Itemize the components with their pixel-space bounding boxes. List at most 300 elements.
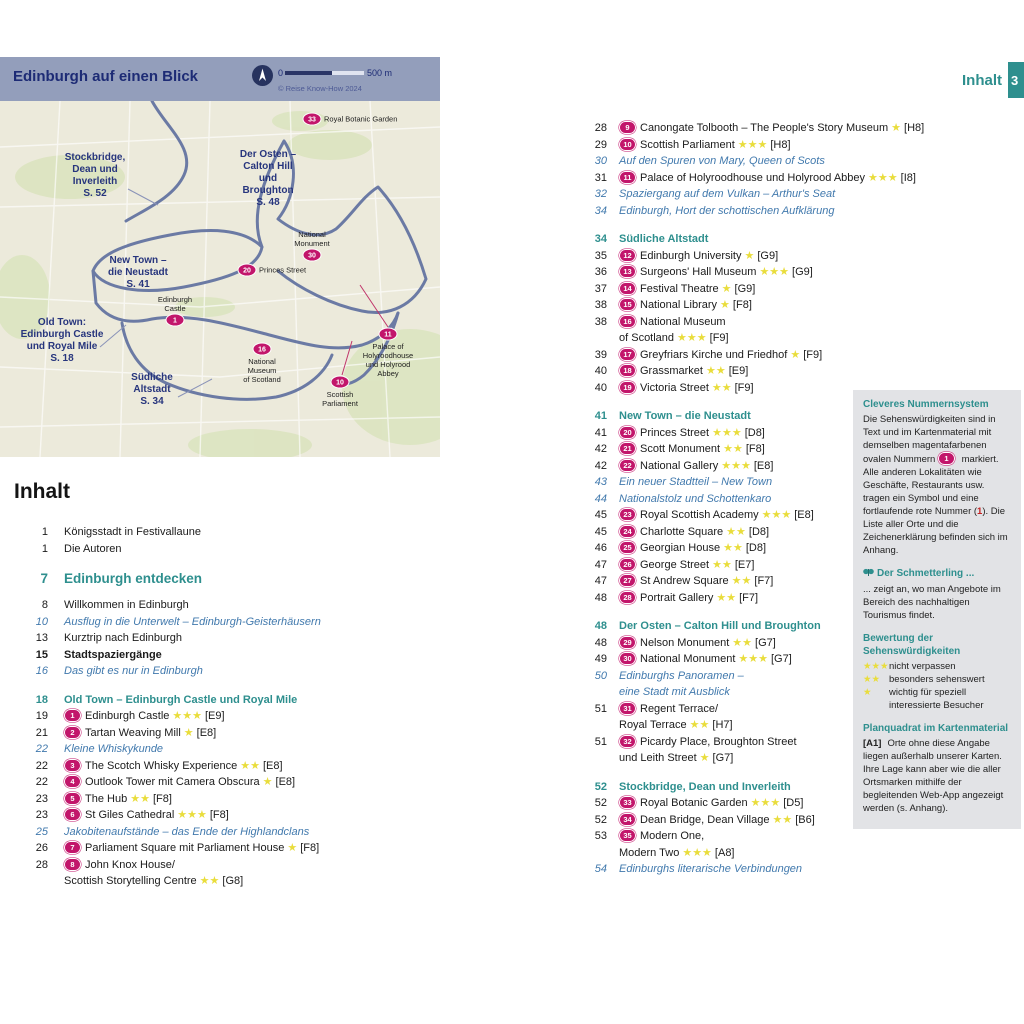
svg-text:16: 16: [258, 346, 266, 354]
rating-stars: ★: [790, 348, 801, 361]
poi-marker: 13: [619, 265, 636, 278]
poi-marker: 30: [619, 652, 636, 665]
rating-stars: ★: [699, 752, 710, 764]
map-poi-label: National Museum of Scotland: [243, 357, 281, 384]
toc-page-number: 49: [594, 653, 607, 665]
toc-entry: [583, 573, 848, 590]
grid-reference: [F9]: [709, 332, 729, 344]
butterfly-title: [863, 567, 1011, 581]
toc-page-number: 31: [594, 171, 607, 184]
rating-stars: ★★★: [759, 266, 790, 278]
toc-page-number: 41: [594, 410, 607, 422]
toc-entry-text: [619, 861, 848, 878]
toc-entry-label: Stadtspaziergänge: [64, 648, 162, 661]
toc-entry: [583, 635, 848, 652]
toc-entry-text: [64, 597, 459, 614]
toc-entry: [583, 701, 848, 734]
rating-label: besonders sehenswert: [889, 674, 985, 685]
rating-legend-row: [863, 686, 1011, 712]
toc-entry: [583, 170, 916, 187]
poi-marker: 27: [619, 574, 636, 587]
toc-page-number: 43: [594, 476, 607, 488]
map-poi-label: National Monument: [294, 230, 330, 248]
toc-entry-text: [64, 708, 459, 725]
toc-entry-label: Victoria Street: [640, 381, 709, 394]
toc-entry-label: Georgian House: [640, 542, 721, 554]
toc-section-heading: [583, 408, 848, 425]
rating-stars: ★: [720, 299, 730, 311]
toc-entry-label: Dean Bridge, Dean Village: [640, 813, 770, 826]
toc-page-number: 25: [35, 825, 48, 838]
rating-stars: ★★★: [712, 426, 742, 439]
poi-marker: 34: [619, 813, 636, 826]
toc-page-number: 21: [35, 726, 48, 739]
toc-page-number: 36: [594, 266, 607, 278]
toc-entry-label: Der Osten – Calton Hill und Broughton: [619, 620, 821, 632]
toc-entry-label: Edinburgh, Hort der schottischen Aufklärung: [619, 204, 835, 217]
grid-reference: [E7]: [734, 558, 755, 571]
toc-entry: [583, 203, 848, 220]
toc-spacer: [583, 219, 848, 231]
toc-entry-label: Greyfriars Kirche und Friedhof: [640, 348, 788, 361]
rating-stars: ★: [863, 687, 872, 698]
toc-page-number: 1: [41, 526, 48, 538]
toc-page-number: 8: [41, 599, 48, 611]
poi-marker: 21: [619, 442, 636, 455]
toc-page-number: 26: [35, 842, 48, 854]
toc-entry-text: [64, 840, 459, 857]
toc-page-number: 30: [594, 155, 607, 167]
rating-stars: ★★: [130, 792, 150, 805]
toc-page-number: 48: [594, 591, 607, 604]
toc-entry-text: [619, 458, 848, 475]
toc-entry-label: Canongate Tolbooth – The People's Story Museum: [640, 122, 889, 134]
grid-reference: [G7]: [755, 636, 776, 649]
map-poi-label: Princes Street: [259, 265, 307, 275]
toc-entry-text: [619, 828, 848, 861]
toc-page-number: 42: [594, 459, 607, 472]
toc-page-number: 28: [594, 122, 607, 134]
toc-entry-text: [619, 635, 848, 652]
toc-entry-text: [619, 153, 848, 170]
toc-entry: [583, 347, 848, 364]
toc-entry: [583, 651, 848, 668]
toc-entry: [14, 597, 459, 614]
page-header: [962, 62, 1024, 98]
toc-entry-label: Ausflug in die Unterwelt – Edinburgh-Geisterhäusern: [64, 615, 321, 628]
map-canvas: [0, 101, 440, 457]
toc-entry: [14, 647, 459, 664]
toc-page-number: 42: [594, 443, 607, 455]
toc-entry-text: [619, 380, 848, 397]
map-poi-label: Palace of Holyroodhouse und Holyrood Abbey: [362, 342, 414, 378]
grid-body-text: Orte ohne diese Angabe liegen außerhalb unserer Karten. Ihre Lage kann aber wie die aller Ortsmarken mithilfe der begleitenden Web-App angezeigt werden (s. Anhang).: [863, 738, 1004, 814]
grid-reference: [E9]: [728, 365, 749, 377]
toc-entry: [583, 828, 848, 861]
toc-page-number: 16: [35, 665, 48, 677]
toc-entry: [14, 614, 459, 631]
toc-spacer: [583, 396, 848, 408]
grid-reference: [E8]: [794, 509, 814, 521]
page-number-tab: 3: [1008, 62, 1024, 98]
toc-section-heading: [583, 231, 848, 248]
toc-entry-label: Royal Scottish Academy: [640, 509, 759, 521]
toc-page-number: 7: [40, 571, 48, 586]
toc-entry-text: [619, 186, 848, 203]
toc-entry: [583, 380, 848, 397]
toc-entry-text: [64, 725, 459, 742]
toc-entry-label: St Giles Cathedral: [85, 809, 175, 821]
poi-marker: 20: [619, 426, 636, 439]
grid-reference: [F8]: [209, 809, 229, 821]
toc-entry-text: [619, 425, 848, 442]
toc-entry-text: [619, 557, 848, 574]
toc-entry: [583, 668, 848, 701]
toc-entry-label: Spaziergang auf dem Vulkan – Arthur's Seat: [619, 188, 836, 200]
rating-stars: ★★: [712, 558, 732, 571]
toc-entry-label: Festival Theatre: [640, 282, 719, 295]
grid-reference: [D8]: [744, 426, 765, 439]
poi-marker: 32: [619, 735, 636, 748]
toc-entry-text: [619, 441, 848, 458]
butterfly-icon: [863, 568, 874, 581]
map-poi-label: Scottish Parliament: [322, 390, 358, 408]
map-attribution: © Reise Know-How 2024: [278, 84, 362, 93]
grid-title: Planquadrat im Kartenmaterial: [863, 723, 1009, 734]
poi-marker: 8: [64, 858, 81, 871]
toc-entry: [583, 491, 848, 508]
toc-entry: [583, 186, 848, 203]
grid-reference: [F9]: [803, 348, 823, 361]
toc-page-number: 51: [594, 735, 607, 748]
rating-stars: ★★★: [737, 138, 768, 151]
rating-stars: ★★: [716, 591, 737, 604]
numbering-text-3: ). Die Liste aller Orte und die Zeichenerklärung befinden sich im Anhang.: [863, 506, 1008, 556]
rating-title: Bewertung der Sehenswürdigkeiten: [863, 633, 961, 657]
toc-page-number: 22: [35, 743, 48, 755]
toc-entry-text: [619, 297, 848, 314]
toc-entry-text: [619, 491, 848, 508]
toc-entry-label-line2: eine Stadt mit Ausblick: [619, 686, 730, 698]
poi-marker: 22: [619, 459, 636, 472]
toc-entry-text: [619, 137, 848, 154]
map-poi-marker: [243, 343, 281, 384]
toc-page-number: 50: [594, 669, 607, 682]
toc-entry: [583, 458, 848, 475]
toc-entry-label: The Scotch Whisky Experience: [85, 759, 238, 772]
toc-entry-label: Das gibt es nur in Edinburgh: [64, 665, 203, 677]
numbering-paragraph: [863, 413, 1011, 557]
poi-marker: 31: [619, 702, 636, 715]
toc-entry-text: [619, 618, 848, 635]
poi-marker: 26: [619, 558, 636, 571]
toc-left-column: [14, 524, 459, 890]
toc-page-number: 15: [35, 648, 48, 661]
toc-entry-text: [64, 569, 459, 589]
map-poi-marker: [303, 113, 397, 125]
grid-reference: [G8]: [222, 875, 244, 887]
map-poi-marker: [238, 264, 307, 276]
rating-stars: ★: [744, 249, 755, 262]
toc-entry-text: [619, 540, 848, 557]
toc-entry: [583, 734, 848, 767]
toc-entry-text: [619, 264, 848, 281]
toc-page-number: 44: [594, 492, 607, 505]
poi-marker: 6: [64, 808, 81, 821]
toc-entry-text: [64, 857, 459, 890]
rating-stars: ★: [721, 282, 732, 295]
rating-stars: ★★: [689, 719, 710, 731]
poi-marker: 1: [64, 709, 81, 722]
butterfly-body: ... zeigt an, wo man Angebote im Bereich des nachhaltigen Tourismus findet.: [863, 584, 1001, 621]
toc-entry-text: [64, 663, 459, 680]
toc-spacer: [14, 557, 459, 569]
toc-entry-text: [619, 120, 924, 137]
scale-label: 500 m: [367, 68, 393, 78]
rating-stars: ★★★: [682, 846, 712, 859]
butterfly-title-text: Der Schmetterling ...: [877, 568, 975, 579]
rating-stars: ★★: [723, 443, 743, 455]
toc-page-number: 40: [594, 365, 607, 377]
rating-stars: ★: [183, 726, 194, 739]
toc-entry-label: National Library: [640, 299, 718, 311]
toc-entry-label: Die Autoren: [64, 542, 122, 555]
grid-reference: [G7]: [712, 752, 734, 764]
toc-entry-label: Regent Terrace/: [640, 702, 719, 715]
toc-entry: [583, 557, 848, 574]
map-area-label: Südliche Altstadt S. 34: [131, 372, 173, 407]
toc-page-number: 22: [35, 759, 48, 772]
toc-entry-label: New Town – die Neustadt: [619, 410, 751, 422]
toc-entry-label: Willkommen in Edinburgh: [64, 599, 189, 611]
toc-section-heading: [14, 569, 459, 589]
toc-entry: [14, 824, 459, 841]
poi-marker: 10: [619, 138, 636, 151]
poi-marker: 5: [64, 792, 81, 805]
toc-entry: [14, 774, 459, 791]
toc-entry-label: Parliament Square mit Parliament House: [85, 842, 285, 854]
toc-entry: [14, 758, 459, 775]
rating-stars: ★★★: [868, 171, 898, 184]
rating-stars: ★★: [240, 759, 260, 772]
toc-spacer: [583, 606, 848, 618]
toc-entry-label: Edinburghs literarische Verbindungen: [619, 863, 803, 875]
svg-text:30: 30: [308, 252, 316, 260]
poi-marker: 16: [619, 315, 636, 328]
toc-entry-label: George Street: [640, 558, 710, 571]
toc-entry: [583, 507, 848, 524]
toc-entry-text: [619, 231, 848, 248]
toc-entry-label: Stockbridge, Dean und Inverleith: [619, 780, 791, 793]
toc-entry-label: Nationalstolz und Schottenkaro: [619, 492, 772, 505]
toc-entry-text: [64, 630, 459, 647]
toc-entry-label: Auf den Spuren von Mary, Queen of Scots: [619, 155, 825, 167]
toc-page-number: 39: [594, 348, 607, 361]
toc-section-heading: [583, 618, 848, 635]
rating-stars: ★★★: [177, 809, 207, 821]
grid-reference: [F7]: [739, 591, 759, 604]
toc-entry-label: Modern One,: [640, 830, 705, 842]
toc-entry-text: [64, 774, 459, 791]
scale-bar-light: [332, 71, 364, 75]
toc-entry: [14, 807, 459, 824]
toc-entry-text: [64, 692, 459, 709]
toc-page-number: 38: [594, 299, 607, 311]
rating-stars: ★★: [772, 813, 793, 826]
toc-entry-text: [64, 791, 459, 808]
toc-entry: [583, 812, 848, 829]
toc-entry-label: Princes Street: [640, 426, 710, 439]
toc-entry-label-line2: Scottish Storytelling Centre: [64, 875, 197, 887]
poi-marker: 12: [619, 249, 636, 262]
rating-legend-row: [863, 673, 1011, 686]
grid-reference: [F8]: [745, 443, 765, 455]
toc-entry-text: [619, 203, 848, 220]
map-poi-label: Royal Botanic Garden: [324, 114, 398, 124]
toc-entry-text: [64, 647, 459, 664]
toc-entry: [583, 425, 848, 442]
map-body: [0, 101, 440, 457]
rating-stars: ★: [287, 842, 298, 854]
toc-entry-text: [619, 590, 848, 607]
poi-marker: 33: [619, 796, 636, 809]
map-scale: [250, 61, 430, 99]
toc-entry-label: Edinburghs Panoramen –: [619, 669, 744, 682]
toc-section-heading: [583, 779, 848, 796]
compass-icon: [252, 65, 273, 86]
grid-reference: [G9]: [792, 266, 813, 278]
poi-marker: 9: [619, 121, 636, 134]
poi-marker: 7: [64, 841, 81, 854]
grid-reference: [D8]: [748, 525, 770, 538]
numbering-title: Cleveres Nummernsystem: [863, 399, 989, 410]
toc-page-number: 34: [594, 204, 607, 217]
poi-marker: 35: [619, 829, 636, 842]
toc-page-number: 35: [594, 249, 607, 262]
toc-entry: [14, 541, 459, 558]
red-number-sample: 1: [977, 506, 983, 517]
toc-entry: [583, 540, 848, 557]
toc-entry-label: The Hub: [85, 792, 128, 805]
toc-entry-label: Königsstadt in Festivallaune: [64, 526, 201, 538]
grid-reference: [G9]: [757, 249, 779, 262]
scale-bar-dark: [285, 71, 332, 75]
rating-stars: ★★★: [750, 797, 781, 809]
toc-page-number: 22: [35, 776, 48, 788]
rating-stars: ★★: [732, 636, 753, 649]
toc-entry-label: Jakobitenaufstände – das Ende der Highlandclans: [64, 825, 310, 838]
grid-reference: [G7]: [770, 653, 792, 665]
toc-entry-text: [619, 734, 848, 767]
grid-reference: [G9]: [734, 282, 756, 295]
grid-reference: [H8]: [770, 138, 791, 151]
toc-page-number: 54: [594, 863, 607, 875]
toc-entry-text: [64, 614, 459, 631]
toc-entry-label: Kleine Whiskykunde: [64, 743, 164, 755]
toc-section-heading: [14, 692, 459, 709]
toc-page-number: 40: [594, 381, 607, 394]
scale-zero: 0: [278, 68, 284, 78]
poi-marker: 19: [619, 381, 636, 394]
toc-entry-text: [619, 524, 848, 541]
toc-entry-label: Nelson Monument: [640, 636, 730, 649]
toc-entry-label: Kurztrip nach Edinburgh: [64, 632, 183, 644]
toc-page-number: 29: [594, 138, 607, 151]
poi-marker: 24: [619, 525, 636, 538]
toc-entry-label: Scott Monument: [640, 443, 721, 455]
toc-entry: [14, 663, 459, 680]
toc-entry-label: Edinburgh entdecken: [64, 571, 203, 586]
toc-entry-text: [619, 314, 848, 347]
toc-spacer: [583, 767, 848, 779]
numbering-text-1: Die Sehenswürdigkeiten sind in Text und im Kartenmaterial mit demselben magentafarbenen ovalen Nummern: [863, 414, 996, 465]
toc-entry-label: St Andrew Square: [640, 575, 729, 587]
toc-entry: [14, 708, 459, 725]
toc-entry-text: [619, 408, 848, 425]
toc-entry-label: Picardy Place, Broughton Street: [640, 735, 797, 748]
toc-heading: Inhalt: [14, 480, 70, 503]
rating-label: nicht verpassen: [889, 661, 956, 672]
toc-page-number: 1: [41, 542, 48, 555]
grid-reference: [F9]: [734, 381, 754, 394]
toc-page-number: 48: [594, 636, 607, 649]
toc-entry: [583, 120, 925, 137]
toc-page-number: 47: [594, 575, 607, 587]
toc-entry: [583, 281, 848, 298]
toc-entry-label: National Monument: [640, 653, 736, 665]
toc-entry: [14, 791, 459, 808]
toc-entry-text: [64, 524, 459, 541]
rating-stars: ★★: [199, 875, 220, 887]
toc-page-number: 10: [35, 615, 48, 628]
poi-marker-sample: 1: [938, 452, 955, 465]
grid-paragraph: [863, 737, 1011, 815]
page-header-title: Inhalt: [962, 71, 1002, 89]
toc-entry-text: [64, 807, 459, 824]
toc-entry-text: [619, 507, 848, 524]
toc-entry: [583, 441, 848, 458]
rating-legend: [863, 660, 1011, 712]
map-area-label: New Town – die Neustadt S. 41: [107, 255, 169, 290]
toc-entry: [583, 363, 848, 380]
toc-entry: [583, 795, 848, 812]
toc-entry-label: Ein neuer Stadtteil – New Town: [619, 476, 773, 488]
map-area-label: Old Town: Edinburgh Castle und Royal Mile S. 18: [20, 317, 104, 364]
toc-entry: [583, 297, 848, 314]
toc-entry-label: John Knox House/: [85, 858, 175, 871]
toc-entry-text: [619, 170, 916, 187]
grid-reference: [H7]: [712, 719, 733, 731]
toc-entry: [583, 137, 848, 154]
toc-entry-text: [619, 281, 848, 298]
map-area-label: Der Osten – Calton Hill und Broughton S. 48: [239, 149, 297, 208]
toc-page-number: 45: [594, 525, 607, 538]
rating-stars: ★★★: [738, 653, 768, 665]
map-title: Edinburgh auf einen Blick: [13, 68, 199, 85]
rating-stars: ★★★: [172, 710, 202, 722]
info-sidebar: [853, 390, 1021, 829]
toc-page-number: 51: [594, 702, 607, 715]
rating-stars: ★★: [705, 365, 726, 377]
poi-marker: 17: [619, 348, 636, 361]
toc-entry-label-line2: Royal Terrace: [619, 719, 687, 731]
toc-entry: [14, 725, 459, 742]
grid-reference: [D5]: [783, 797, 804, 809]
rating-stars: ★★★: [863, 661, 889, 672]
toc-spacer: [14, 680, 459, 692]
poi-marker: 14: [619, 282, 636, 295]
overview-map: [0, 57, 440, 457]
